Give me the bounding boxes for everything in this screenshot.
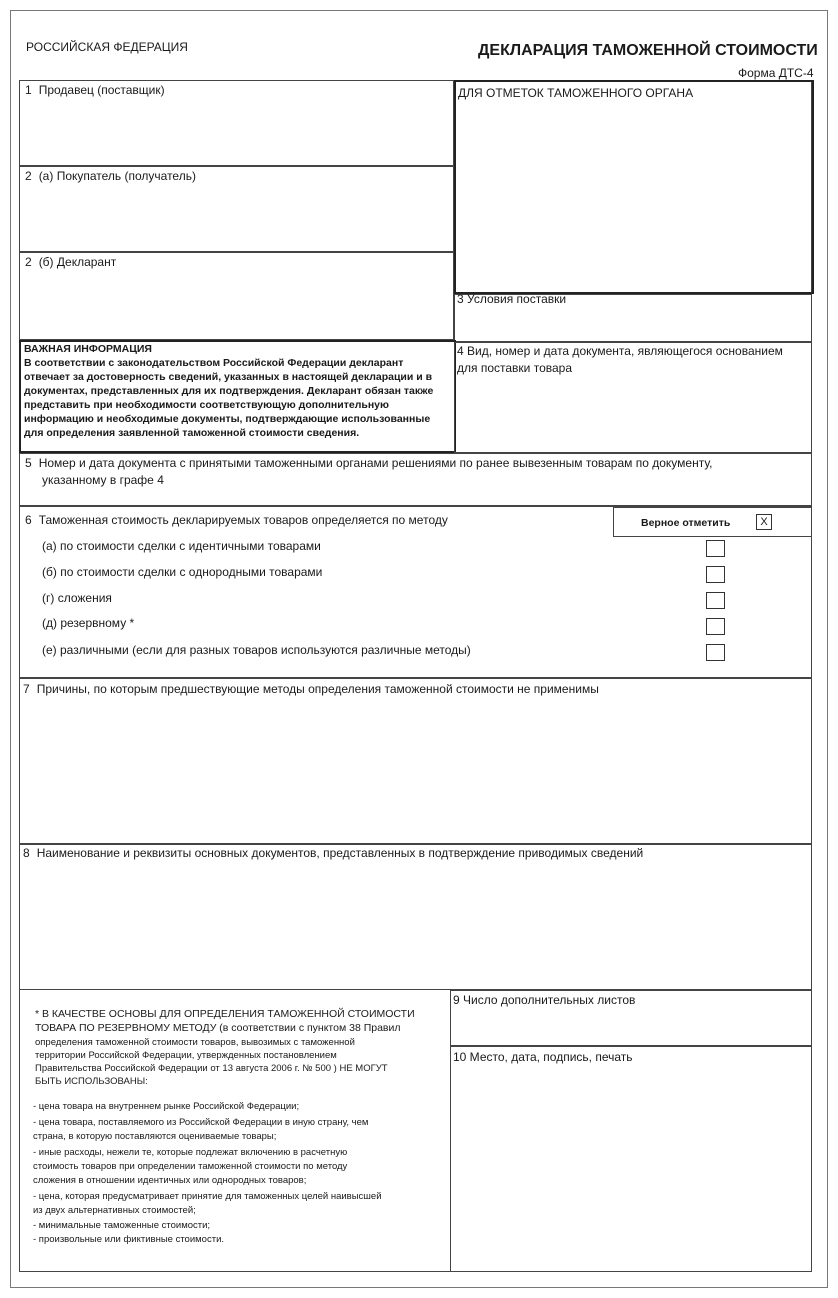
country-label: РОССИЙСКАЯ ФЕДЕРАЦИЯ — [26, 40, 188, 54]
footnote-item: - цена товара на внутреннем рынке Российской Федерации; — [33, 1101, 300, 1112]
method-option-label: (д) резервному * — [42, 616, 135, 630]
important-line: В соответствии с законодательством Российской Федерации декларант — [24, 357, 404, 369]
box-8-label: Наименование и реквизиты основных документов, представленных в подтверждение приводимых сведений — [36, 846, 644, 860]
box-7-label: Причины, по которым предшествующие методы определения таможенной стоимости не применимы — [36, 682, 599, 696]
footnote-item: - иные расходы, нежели те, которые подлежат включению в расчетную — [33, 1147, 348, 1158]
footnote-item: - произвольные или фиктивные стоимости. — [33, 1234, 225, 1245]
important-line: представить при необходимости соответствующую дополнительную — [24, 399, 389, 411]
box-3-delivery-terms[interactable] — [454, 294, 812, 342]
footnote-item: стоимость товаров при определении таможенной стоимости по методу — [33, 1161, 348, 1172]
method-b-checkbox[interactable] — [706, 566, 725, 583]
box-5-number: 5 — [25, 456, 32, 470]
box-7-number: 7 — [23, 682, 30, 696]
box-3-label: 3 Условия поставки — [457, 292, 567, 306]
footnote-item: - минимальные таможенные стоимости; — [33, 1220, 211, 1231]
mark-legend-box — [613, 507, 812, 537]
method-e-checkbox[interactable] — [706, 644, 725, 661]
box-4-label-line2: для поставки товара — [457, 361, 573, 375]
box-10-place-date-signature[interactable] — [450, 1046, 812, 1272]
footnote-item: из двух альтернативных стоимостей; — [33, 1205, 196, 1216]
box-8-number: 8 — [23, 846, 30, 860]
box-6-label: Таможенная стоимость декларируемых товаров определяется по методу — [38, 513, 448, 527]
box-9-label: 9 Число дополнительных листов — [453, 993, 636, 1007]
important-info-title: ВАЖНАЯ ИНФОРМАЦИЯ — [24, 343, 152, 355]
box-5-label-line1: Номер и дата документа с принятыми таможенными органами решениями по ранее вывезенным товарам по документу, — [38, 456, 713, 470]
mark-legend-label: Верное отметить — [641, 517, 731, 529]
box-8-supporting-documents[interactable] — [19, 844, 812, 990]
method-a-checkbox[interactable] — [706, 540, 725, 557]
box-2a-label: (а) Покупатель (получатель) — [38, 169, 196, 183]
footnote-line: территории Российской Федерации, утвержденных постановлением — [35, 1050, 337, 1061]
box-5-label-line2: указанному в графе 4 — [42, 473, 164, 487]
footnote-line: определения таможенной стоимости товаров, вывозимых с таможенной — [35, 1037, 355, 1048]
footnote-item: сложения в отношении идентичных или однородных товаров; — [33, 1175, 307, 1186]
box-10-label: 10 Место, дата, подпись, печать — [453, 1050, 633, 1064]
footnote-line: ТОВАРА ПО РЕЗЕРВНОМУ МЕТОДУ (в соответствии с пунктом 38 Правил — [35, 1022, 401, 1034]
method-option-label: (е) различными (если для разных товаров используются различные методы) — [42, 643, 471, 657]
important-line: отвечает за достоверность сведений, указанных в настоящей декларации и в — [24, 371, 433, 383]
box-9-additional-sheets[interactable] — [450, 990, 812, 1046]
method-option-label: (б) по стоимости сделки с однородными товарами — [42, 565, 323, 579]
box-2b-declarant[interactable] — [19, 252, 454, 340]
footnote-line: Правительства Российской Федерации от 13 августа 2006 г. № 500 ) НЕ МОГУТ — [35, 1063, 388, 1074]
method-d-checkbox[interactable] — [706, 618, 725, 635]
method-g-checkbox[interactable] — [706, 592, 725, 609]
footnote-area — [19, 990, 450, 1272]
box-1-label: Продавец (поставщик) — [38, 83, 165, 97]
footnote-line: * В КАЧЕСТВЕ ОСНОВЫ ДЛЯ ОПРЕДЕЛЕНИЯ ТАМОЖЕННОЙ СТОИМОСТИ — [35, 1008, 415, 1020]
box-2b-label: (б) Декларант — [38, 255, 117, 269]
box-5-previous-decisions[interactable] — [19, 453, 812, 506]
method-option-label: (г) сложения — [42, 591, 112, 605]
box-2a-number: 2 — [25, 169, 32, 183]
box-2a-buyer[interactable] — [19, 166, 454, 252]
important-info-box — [19, 340, 456, 453]
footnote-item: - цена, которая предусматривает принятие для таможенных целей наивысшей — [33, 1191, 382, 1202]
customs-marks-label: ДЛЯ ОТМЕТОК ТАМОЖЕННОГО ОРГАНА — [458, 86, 694, 100]
form-title: ДЕКЛАРАЦИЯ ТАМОЖЕННОЙ СТОИМОСТИ — [478, 42, 818, 59]
footnote-line: БЫТЬ ИСПОЛЬЗОВАНЫ: — [35, 1076, 148, 1087]
box-4-label-line1: 4 Вид, номер и дата документа, являющегося основанием — [457, 344, 783, 358]
box-2b-number: 2 — [25, 255, 32, 269]
important-line: информацию и необходимые документы, подтверждающие использованные — [24, 413, 431, 425]
customs-marks-box — [454, 80, 814, 294]
box-1-seller[interactable] — [19, 80, 454, 166]
important-line: документах, представленных для их подтверждения. Декларант обязан также — [24, 385, 434, 397]
box-6-number: 6 — [25, 513, 32, 527]
footnote-item: - цена товара, поставляемого из Российской Федерации в иную страну, чем — [33, 1117, 369, 1128]
box-1-number: 1 — [25, 83, 32, 97]
important-line: для определения заявленной таможенной стоимости сведения. — [24, 427, 360, 439]
method-option-label: (а) по стоимости сделки с идентичными товарами — [42, 539, 321, 553]
box-7-reasons[interactable] — [19, 678, 812, 844]
box-4-basis-document[interactable] — [454, 342, 812, 453]
mark-example-x: X — [756, 514, 772, 530]
form-code: Форма ДТС-4 — [738, 66, 814, 80]
footnote-item: страна, в которую поставляются оцениваемые товары; — [33, 1131, 277, 1142]
